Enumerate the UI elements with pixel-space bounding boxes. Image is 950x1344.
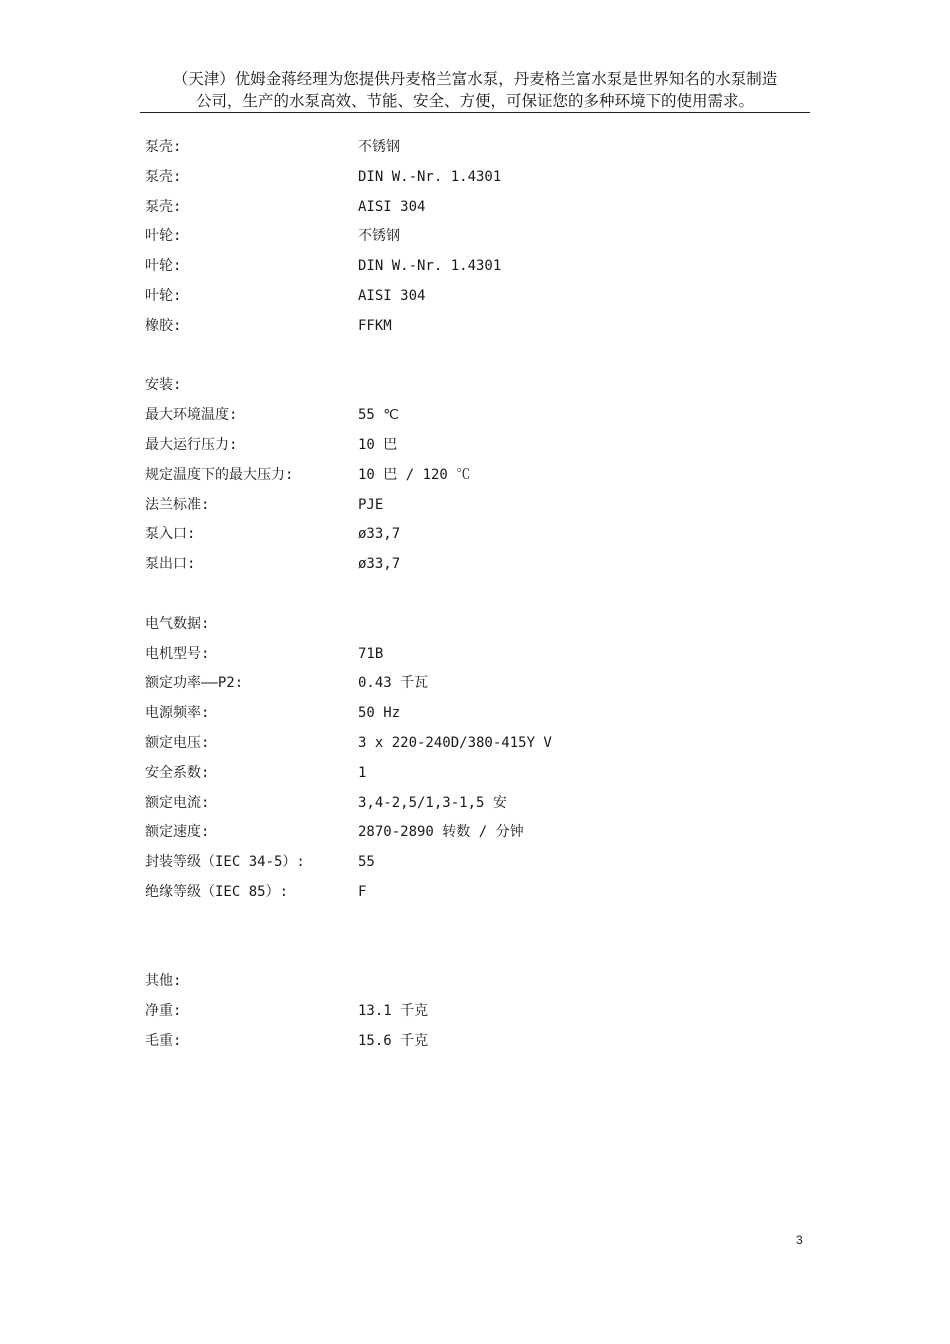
spec-value: PJE: [358, 496, 384, 513]
spec-label: 封装等级（IEC 34-5）:: [145, 854, 305, 871]
spec-row: [145, 729, 745, 759]
spec-value: ø33,7: [358, 526, 401, 543]
spec-label: 额定功率——P2:: [145, 675, 244, 692]
spec-value: 不锈钢: [358, 228, 400, 245]
spec-row: [145, 640, 745, 670]
spec-row: [145, 848, 745, 878]
spec-value: 1: [358, 764, 367, 781]
section-title-installation: 安装:: [145, 377, 182, 394]
spec-row: [145, 401, 745, 431]
spec-label: 泵壳:: [145, 198, 182, 215]
spec-row: [145, 878, 745, 908]
spec-value: DIN W.-Nr. 1.4301: [358, 168, 502, 185]
spec-row: [145, 997, 745, 1027]
spec-value: 50 Hz: [358, 705, 401, 722]
spec-row: [145, 163, 745, 193]
spec-value: 13.1 千克: [358, 1003, 429, 1020]
section-title-other: 其他:: [145, 973, 182, 990]
section-spacer: [145, 908, 745, 968]
spec-row: [145, 818, 745, 848]
spec-label: 叶轮:: [145, 287, 182, 304]
spec-label: 泵壳:: [145, 168, 182, 185]
page-header: [140, 68, 810, 112]
spec-row: [145, 282, 745, 312]
spec-label: 叶轮:: [145, 258, 182, 275]
spec-value: 0.43 千瓦: [358, 675, 429, 692]
header-line-2: 公司，生产的水泵高效、节能、安全、方便，可保证您的多种环境下的使用需求。: [195, 92, 754, 110]
spec-row: [145, 669, 745, 699]
section-spacer: [145, 342, 745, 372]
page-number: 3: [796, 1233, 803, 1247]
spec-value: 不锈钢: [358, 139, 400, 155]
installation-section: [145, 371, 745, 580]
materials-section: [145, 133, 745, 342]
spec-row: [145, 759, 745, 789]
spec-value: AISI 304: [358, 287, 426, 304]
spec-value: FFKM: [358, 317, 392, 334]
spec-label: 净重:: [145, 1003, 182, 1020]
spec-value: F: [358, 883, 367, 900]
section-title-electrical: 电气数据:: [145, 615, 210, 632]
spec-row: [145, 252, 745, 282]
spec-value: 15.6 千克: [358, 1032, 429, 1049]
spec-value: 71B: [358, 645, 384, 662]
spec-label: 法兰标准:: [145, 496, 210, 513]
spec-label: 泵出口:: [145, 556, 196, 573]
spec-label: 安全系数:: [145, 764, 210, 781]
spec-row: [145, 1027, 745, 1057]
header-line-1: （天津）优姆金蒋经理为您提供丹麦格兰富水泵，丹麦格兰富水泵是世界知名的水泵制造: [172, 70, 778, 88]
spec-label: 规定温度下的最大压力:: [145, 466, 294, 483]
spec-row: [145, 789, 745, 819]
other-section: [145, 967, 745, 1056]
spec-label: 泵入口:: [145, 526, 196, 543]
spec-row: [145, 133, 745, 163]
header-divider: [140, 112, 810, 113]
spec-label: 橡胶:: [145, 317, 182, 334]
spec-row: [145, 520, 745, 550]
spec-row: [145, 699, 745, 729]
spec-label: 绝缘等级（IEC 85）:: [145, 883, 289, 900]
spec-value: 55 ℃: [358, 407, 400, 424]
spec-label: 最大环境温度:: [145, 407, 238, 424]
spec-row: [145, 550, 745, 580]
spec-value: 10 巴 / 120 ℃: [358, 466, 471, 483]
spec-label: 毛重:: [145, 1032, 182, 1049]
spec-value: AISI 304: [358, 198, 426, 215]
electrical-section: [145, 610, 745, 908]
spec-value: 55: [358, 854, 375, 871]
spec-label: 额定电流:: [145, 794, 210, 811]
spec-label: 最大运行压力:: [145, 436, 238, 453]
spec-row: [145, 491, 745, 521]
spec-row: [145, 312, 745, 342]
spec-value: DIN W.-Nr. 1.4301: [358, 258, 502, 275]
spec-label: 电机型号:: [145, 645, 210, 662]
spec-row: [145, 461, 745, 491]
spec-value: ø33,7: [358, 556, 401, 573]
spec-label: 额定电压:: [145, 734, 210, 751]
spec-label: 叶轮:: [145, 228, 182, 245]
spec-sheet: [145, 133, 745, 1057]
spec-row: [145, 222, 745, 252]
spec-label: 泵壳:: [145, 139, 182, 155]
spec-value: 10 巴: [358, 436, 398, 453]
spec-row: [145, 193, 745, 223]
spec-value: 3,4-2,5/1,3-1,5 安: [358, 794, 507, 811]
spec-row: [145, 431, 745, 461]
spec-label: 额定速度:: [145, 824, 210, 841]
spec-label: 电源频率:: [145, 705, 210, 722]
section-spacer: [145, 580, 745, 610]
spec-value: 3 x 220-240D/380-415Y V: [358, 734, 552, 751]
spec-value: 2870-2890 转数 / 分钟: [358, 824, 524, 841]
